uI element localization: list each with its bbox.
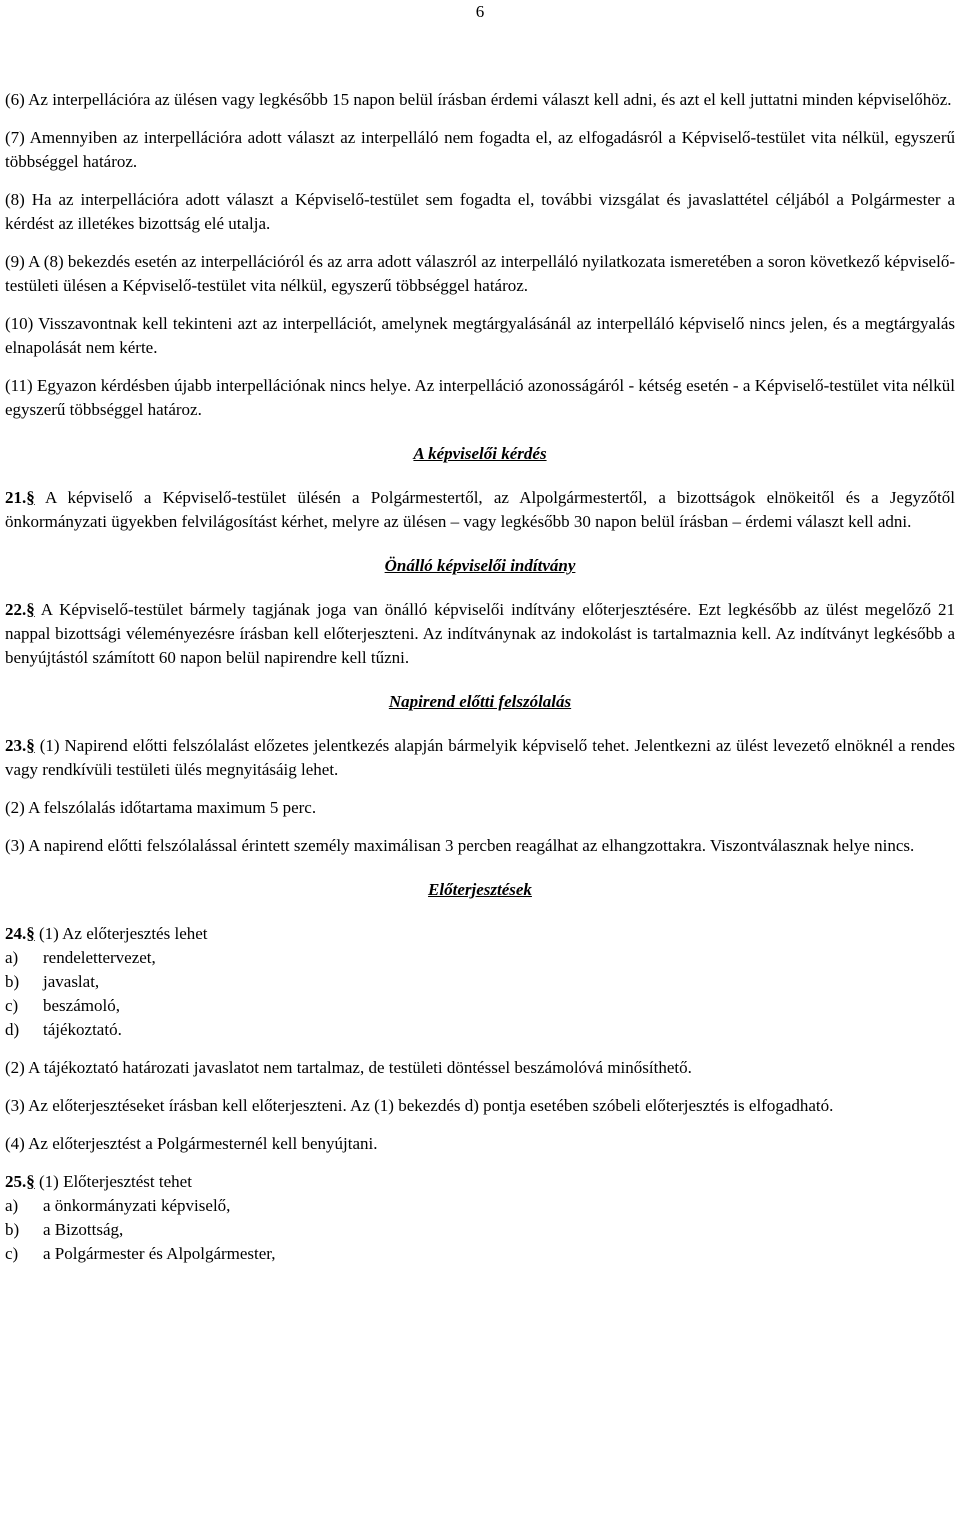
list-item-text: tájékoztató. bbox=[43, 1020, 122, 1039]
list-item bbox=[5, 946, 955, 970]
list-item-text: javaslat, bbox=[43, 972, 100, 991]
paragraph-7: (7) Amennyiben az interpellációra adott választ az interpelláló nem fogadta el, az elfogadásról a Képviselő-testület vita nélkül, egyszerű többséggel határoz. bbox=[5, 128, 955, 171]
section-21-number: 21. bbox=[5, 488, 27, 507]
section-24-intro bbox=[5, 922, 955, 946]
section-21-text: A képviselő a Képviselő-testület ülésén a Polgármestertől, az Alpolgármestertől, a bizottságok elnökeitől és a Jegyzőtől önkormányzati ügyekben felvilágosítást kérhet, melyre az ülésen – vagy legkésőbb 30 napon belül írásban – érdemi választ kell adni. bbox=[5, 488, 955, 531]
list-item bbox=[5, 1018, 955, 1042]
section-25 bbox=[5, 1170, 955, 1266]
section-22-sign: § bbox=[26, 600, 35, 619]
section-24-paragraph-4: (4) Az előterjesztést a Polgármesternél kell benyújtani. bbox=[5, 1134, 378, 1153]
list-item-label: b) bbox=[5, 972, 20, 991]
section-heading-kepviseloi-kerdes: A képviselői kérdés bbox=[413, 444, 547, 463]
list-item bbox=[5, 1242, 955, 1266]
paragraph-9: (9) A (8) bekezdés esetén az interpellációról és az arra adott válaszról az interpelláló nyilatkozata ismeretében a soron következő képviselő-testületi ülésen a Képviselő-testület vita nélkül, egyszerű többséggel határoz. bbox=[5, 252, 955, 295]
document-body bbox=[5, 88, 955, 1280]
list-item-text: a Bizottság, bbox=[43, 1220, 124, 1239]
list-item-text: rendelettervezet, bbox=[43, 948, 156, 967]
list-item-label: b) bbox=[5, 1220, 20, 1239]
list-item-text: beszámoló, bbox=[43, 996, 120, 1015]
section-heading-eloterjesztesek: Előterjesztések bbox=[428, 880, 532, 899]
section-24-text: (1) Az előterjesztés lehet bbox=[34, 924, 208, 943]
section-23-paragraph-2: (2) A felszólalás időtartama maximum 5 perc. bbox=[5, 798, 317, 817]
section-23 bbox=[5, 734, 955, 782]
paragraph-8: (8) Ha az interpellációra adott választ a Képviselő-testület sem fogadta el, további vizsgálat és javaslattétel céljából a Polgármester a kérdést az illetékes bizottság elé utalja. bbox=[5, 190, 955, 233]
section-23-sign: § bbox=[26, 736, 35, 755]
section-24 bbox=[5, 922, 955, 1042]
section-22 bbox=[5, 598, 955, 670]
list-item-label: d) bbox=[5, 1020, 20, 1039]
section-24-paragraph-3: (3) Az előterjesztéseket írásban kell előterjeszteni. Az (1) bekezdés d) pontja esetében szóbeli előterjesztés is elfogadható. bbox=[5, 1096, 834, 1115]
section-24-number: 24. bbox=[5, 924, 27, 943]
list-item-text: a önkormányzati képviselő, bbox=[43, 1196, 231, 1215]
section-25-text: (1) Előterjesztést tehet bbox=[34, 1172, 192, 1191]
paragraph-11: (11) Egyazon kérdésben újabb interpellációnak nincs helye. Az interpelláció azonosságáról - kétség esetén - a Képviselő-testület vita nélkül egyszerű többséggel határoz. bbox=[5, 376, 955, 419]
paragraph-6: (6) Az interpellációra az ülésen vagy legkésőbb 15 napon belül írásban érdemi választ kell adni, és azt el kell juttatni minden képviselőhöz. bbox=[5, 90, 952, 109]
section-21 bbox=[5, 486, 955, 534]
list-item bbox=[5, 1218, 955, 1242]
section-heading-napirend-elotti: Napirend előtti felszólalás bbox=[388, 692, 572, 711]
section-24-paragraph-2: (2) A tájékoztató határozati javaslatot nem tartalmaz, de testületi döntéssel beszámolóvá minősíthető. bbox=[5, 1058, 692, 1077]
section-22-number: 22. bbox=[5, 600, 27, 619]
section-25-intro bbox=[5, 1170, 955, 1194]
section-21-sign: § bbox=[26, 488, 35, 507]
section-24-sign: § bbox=[26, 924, 35, 943]
list-item bbox=[5, 970, 955, 994]
page-number: 6 bbox=[475, 2, 485, 21]
list-item-label: c) bbox=[5, 1244, 19, 1263]
list-item-label: a) bbox=[5, 948, 19, 967]
list-item bbox=[5, 994, 955, 1018]
section-23-number: 23. bbox=[5, 736, 27, 755]
section-23-text: (1) Napirend előtti felszólalást előzetes jelentkezés alapján bármelyik képviselő tehet. Jelentkezni az ülést levezető elnöknél a rendes vagy rendkívüli testületi ülés megnyitásáig lehet. bbox=[5, 736, 955, 779]
list-item-label: a) bbox=[5, 1196, 19, 1215]
section-23-paragraph-3: (3) A napirend előtti felszólalással érintett személy maximálisan 3 percben reagálhat az elhangzottakra. Viszontválasznak helye nincs. bbox=[5, 836, 915, 855]
section-heading-onallo-inditvany: Önálló képviselői indítvány bbox=[384, 556, 576, 575]
paragraph-10: (10) Visszavontnak kell tekinteni azt az interpellációt, amelynek megtárgyalásánál az interpelláló képviselő nincs jelen, és a megtárgyalás elnapolását nem kérte. bbox=[5, 314, 955, 357]
list-item-label: c) bbox=[5, 996, 19, 1015]
list-item bbox=[5, 1194, 955, 1218]
list-item-text: a Polgármester és Alpolgármester, bbox=[43, 1244, 276, 1263]
section-25-sign: § bbox=[26, 1172, 35, 1191]
section-25-number: 25. bbox=[5, 1172, 27, 1191]
section-22-text: A Képviselő-testület bármely tagjának joga van önálló képviselői indítvány előterjesztésére. Ezt legkésőbb az ülést megelőző 21 nappal bizottsági véleményezésre írásban kell előterjeszteni. Az indítványnak az indokolást is tartalmaznia kell. Az indítványt legkésőbb a benyújtástól számított 60 napon belül napirendre kell tűzni. bbox=[5, 600, 955, 667]
